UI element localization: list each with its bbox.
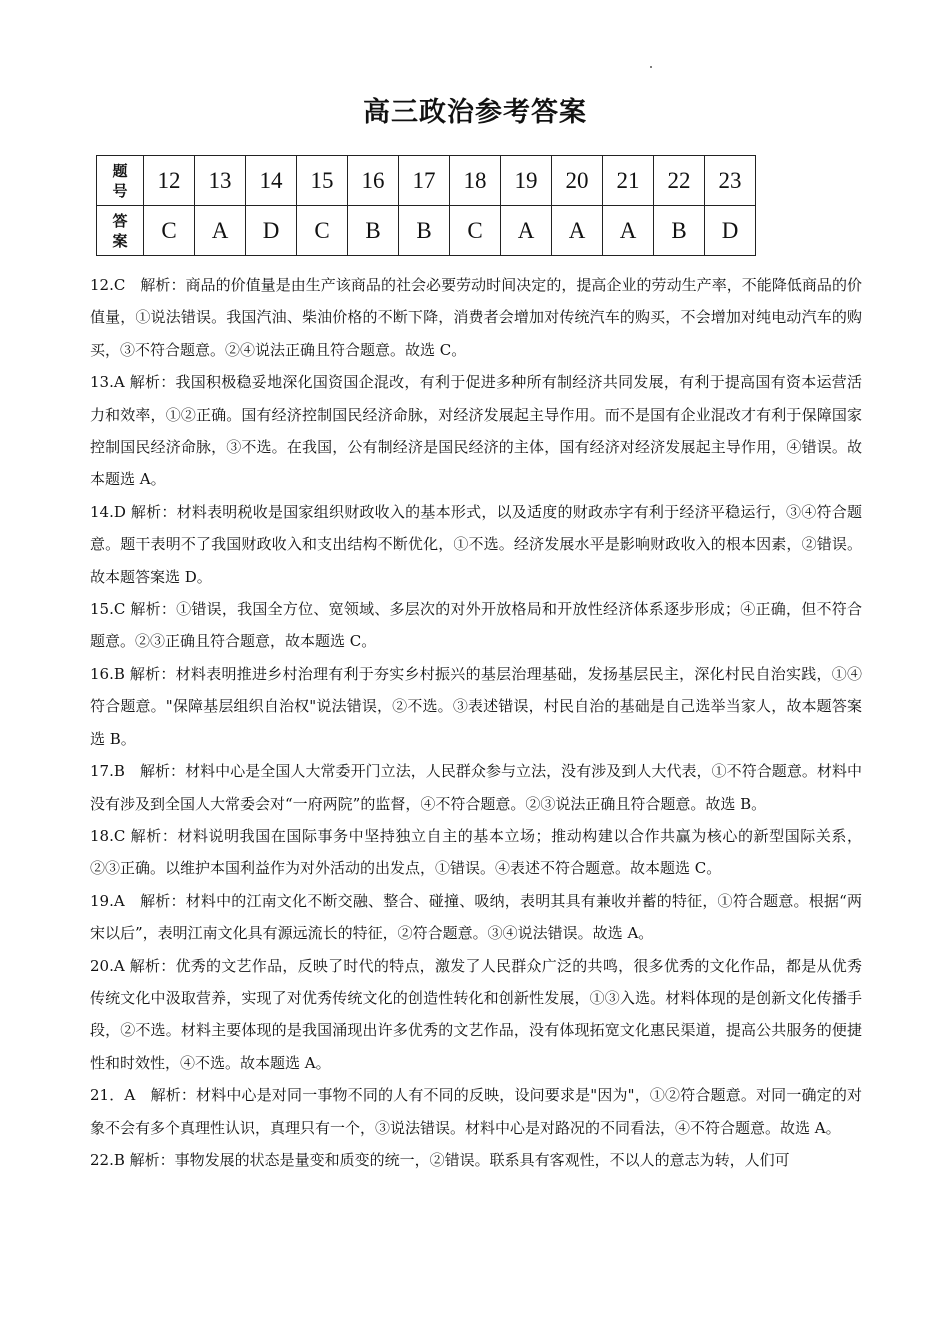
explanation-18: 18.C 解析：材料说明我国在国际事务中坚持独立自主的基本立场；推动构建以合作共赢为核心的新型国际关系，②③正确。以维护本国利益作为对外活动的出发点，①错误。④表述不符合题意。故本题选 C。 [90, 826, 862, 878]
question-number: 14 [246, 156, 297, 206]
explanations [90, 269, 862, 1176]
question-number: 18 [450, 156, 501, 206]
explanation-16: 16.B 解析：材料表明推进乡村治理有利于夯实乡村振兴的基层治理基础，发扬基层民主，深化村民自治实践，①④符合题意。"保障基层组织自治权"说法错误，②不选。③表述错误，村民自治的基础是自己选举当家人，故本题答案选 B。 [90, 664, 862, 748]
question-number: 19 [501, 156, 552, 206]
question-number-header: 题 号 [97, 156, 144, 206]
answer-cell: A [501, 206, 552, 256]
explanation-21: 21．A 解析：材料中心是对同一事物不同的人有不同的反映，设问要求是"因为"，①②符合题意。对同一确定的对象不会有多个真理性认识，真理只有一个，③说法错误。材料中心是对路况的不同看法，④不符合题意。故选 A。 [90, 1086, 862, 1137]
scan-dot [650, 66, 652, 68]
answer-cell: B [348, 206, 399, 256]
question-number: 22 [654, 156, 705, 206]
answer-cell: C [144, 206, 195, 256]
explanation-17: 17.B 解析：材料中心是全国人大常委开门立法，人民群众参与立法，没有涉及到人大代表，①不符合题意。材料中没有涉及到全国人大常委会对“一府两院”的监督，④不符合题意。②③说法正确且符合题意。故选 B。 [90, 762, 862, 813]
answer-cell: C [450, 206, 501, 256]
answer-header: 答 案 [97, 206, 144, 256]
answer-cell: B [654, 206, 705, 256]
answer-cell: C [297, 206, 348, 256]
question-number: 16 [348, 156, 399, 206]
question-number: 20 [552, 156, 603, 206]
answer-table [96, 155, 756, 256]
answer-row [97, 206, 756, 256]
answer-cell: A [195, 206, 246, 256]
answer-cell: A [603, 206, 654, 256]
question-number: 13 [195, 156, 246, 206]
explanation-20: 20.A 解析：优秀的文艺作品，反映了时代的特点，激发了人民群众广泛的共鸣，很多优秀的文化作品，都是从优秀传统文化中汲取营养，实现了对优秀传统文化的创造性转化和创新性发展，①③入选。材料体现的是创新文化传播手段，②不选。材料主要体现的是我国涌现出许多优秀的文艺作品，没有体现拓宽文化惠民渠道，提高公共服务的便捷性和时效性，④不选。故本题选 A。 [90, 956, 862, 1072]
question-number-row [97, 156, 756, 206]
answer-cell: B [399, 206, 450, 256]
explanation-14: 14.D 解析：材料表明税收是国家组织财政收入的基本形式，以及适度的财政赤字有利于经济平稳运行，③④符合题意。题干表明不了我国财政收入和支出结构不断优化，①不选。经济发展水平是影响财政收入的根本因素，②错误。故本题答案选 D。 [90, 502, 862, 586]
explanation-19: 19.A 解析：材料中的江南文化不断交融、整合、碰撞、吸纳，表明其具有兼收并蓄的特征，①符合题意。根据“两宋以后”，表明江南文化具有源远流长的特征，②符合题意。③④说法错误。故选 A。 [90, 891, 862, 943]
page-title: 高三政治参考答案 [363, 97, 587, 128]
answer-cell: D [705, 206, 756, 256]
question-number: 23 [705, 156, 756, 206]
explanation-22: 22.B 解析：事物发展的状态是量变和质变的统一，②错误。联系具有客观性，不以人的意志为转，人们可 [90, 1150, 790, 1169]
answer-cell: A [552, 206, 603, 256]
question-number: 17 [399, 156, 450, 206]
explanation-12: 12.C 解析：商品的价值量是由生产该商品的社会必要劳动时间决定的，提高企业的劳动生产率，不能降低商品的价值量，①说法错误。我国汽油、柴油价格的不断下降，消费者会增加对传统汽车的购买，不会增加对纯电动汽车的购买，③不符合题意。②④说法正确且符合题意。故选 C。 [90, 276, 862, 359]
explanation-13: 13.A 解析：我国积极稳妥地深化国资国企混改，有利于促进多种所有制经济共同发展，有利于提高国有资本运营活力和效率，①②正确。国有经济控制国民经济命脉，对经济发展起主导作用。而不是国有企业混改才有利于保障国家控制国民经济命脉，③不选。在我国，公有制经济是国民经济的主体，国有经济对经济发展起主导作用，④错误。故本题选 A。 [90, 373, 862, 489]
question-number: 15 [297, 156, 348, 206]
question-number: 12 [144, 156, 195, 206]
explanation-15: 15.C 解析：①错误，我国全方位、宽领域、多层次的对外开放格局和开放性经济体系逐步形成；④正确，但不符合题意。②③正确且符合题意，故本题选 C。 [90, 600, 862, 651]
answer-cell: D [246, 206, 297, 256]
question-number: 21 [603, 156, 654, 206]
